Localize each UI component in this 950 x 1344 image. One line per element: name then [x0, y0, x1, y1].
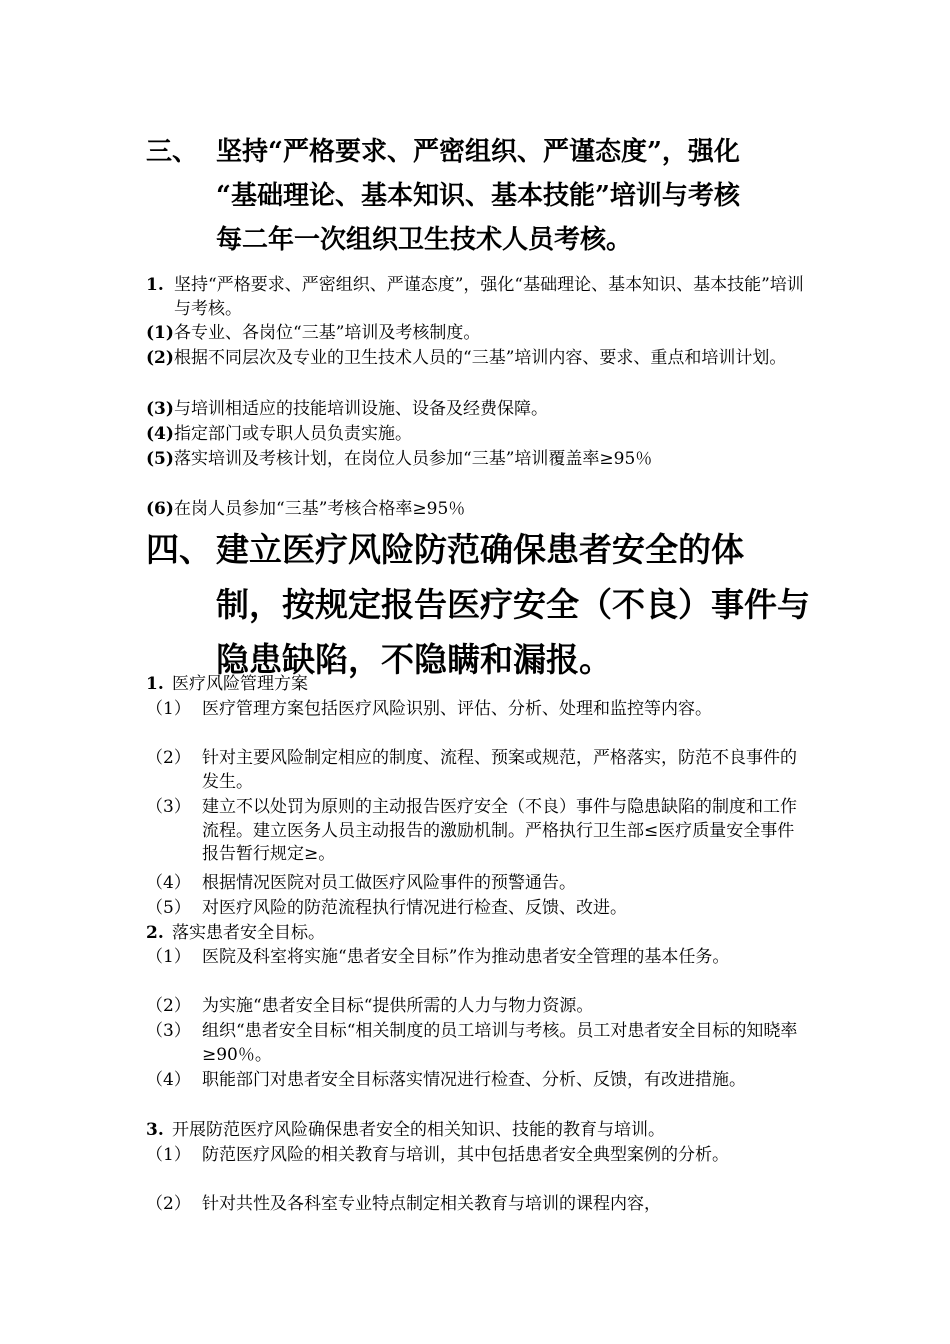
- s4-item-3-1: （1） 防范医疗风险的相关教育与培训，其中包括患者安全典型案例的分析。: [146, 1145, 729, 1165]
- section-3-number: 三、: [146, 137, 199, 167]
- s4-item-1: 1. 医疗风险管理方案: [146, 674, 308, 694]
- s3-item-1-2: (2) 根据不同层次及专业的卫生技术人员的“三基”培训内容、要求、重点和培训计划。: [146, 348, 787, 368]
- s4-item-3-2: （2） 针对共性及各科室专业特点制定相关教育与培训的课程内容，: [146, 1194, 661, 1214]
- s4-item-3: 3. 开展防范医疗风险确保患者安全的相关知识、技能的教育与培训。: [146, 1120, 665, 1140]
- s4-item-2-4: （4） 职能部门对患者安全目标落实情况进行检查、分析、反馈，有改进措施。: [146, 1070, 746, 1090]
- s3-item-1-6: (6) 在岗人员参加“三基”考核合格率≥95％: [146, 499, 466, 519]
- s4-item-1-2: （2） 针对主要风险制定相应的制度、流程、预案或规范，严格落实，防范不良事件的发生。: [146, 748, 797, 792]
- s4-item-2-1: （1） 医院及科室将实施“患者安全目标”作为推动患者安全管理的基本任务。: [146, 947, 730, 967]
- s4-item-2-3: （3） 组织“患者安全目标“相关制度的员工培训与考核。员工对患者安全目标的知晓率≥90％。: [146, 1021, 798, 1065]
- section-3-line-2: “基础理论、基本知识、基本技能”培训与考核: [216, 181, 740, 211]
- s3-item-1-5: (5) 落实培训及考核计划，在岗位人员参加“三基”培训覆盖率≥95％: [146, 449, 653, 469]
- s4-item-2-2: （2） 为实施“患者安全目标“提供所需的人力与物力资源。: [146, 996, 594, 1016]
- section-4-line-2: 制，按规定报告医疗安全（不良）事件与: [216, 585, 810, 624]
- section-3-line-1: 坚持“严格要求、严密组织、严谨态度”，强化: [216, 137, 740, 167]
- s4-item-1-5: （5） 对医疗风险的防范流程执行情况进行检查、反馈、改进。: [146, 898, 627, 918]
- s3-item-1: 1. 坚持“严格要求、严密组织、严谨态度”，强化“基础理论、基本知识、基本技能”培训与考核。: [146, 275, 804, 319]
- s4-item-1-1: （1） 医疗管理方案包括医疗风险识别、评估、分析、处理和监控等内容。: [146, 699, 712, 719]
- section-4-number: 四、: [146, 530, 212, 569]
- s3-item-1-3: (3) 与培训相适应的技能培训设施、设备及经费保障。: [146, 399, 548, 419]
- section-4-line-3: 隐患缺陷，不隐瞒和漏报。: [216, 640, 612, 679]
- s3-item-1-4: (4) 指定部门或专职人员负责实施。: [146, 424, 412, 444]
- s4-item-1-3: （3） 建立不以处罚为原则的主动报告医疗安全（不良）事件与隐患缺陷的制度和工作流程。建立医务人员主动报告的激励机制。严格执行卫生部≤医疗质量安全事件报告暂行规定≥。: [146, 797, 797, 864]
- s4-item-2: 2. 落实患者安全目标。: [146, 923, 325, 943]
- section-3-line-3: 每二年一次组织卫生技术人员考核。: [216, 225, 633, 255]
- section-4-line-1: 建立医疗风险防范确保患者安全的体: [216, 530, 744, 569]
- s4-item-1-4: （4） 根据情况医院对员工做医疗风险事件的预警通告。: [146, 873, 576, 893]
- s3-item-1-1: (1) 各专业、各岗位“三基”培训及考核制度。: [146, 323, 481, 343]
